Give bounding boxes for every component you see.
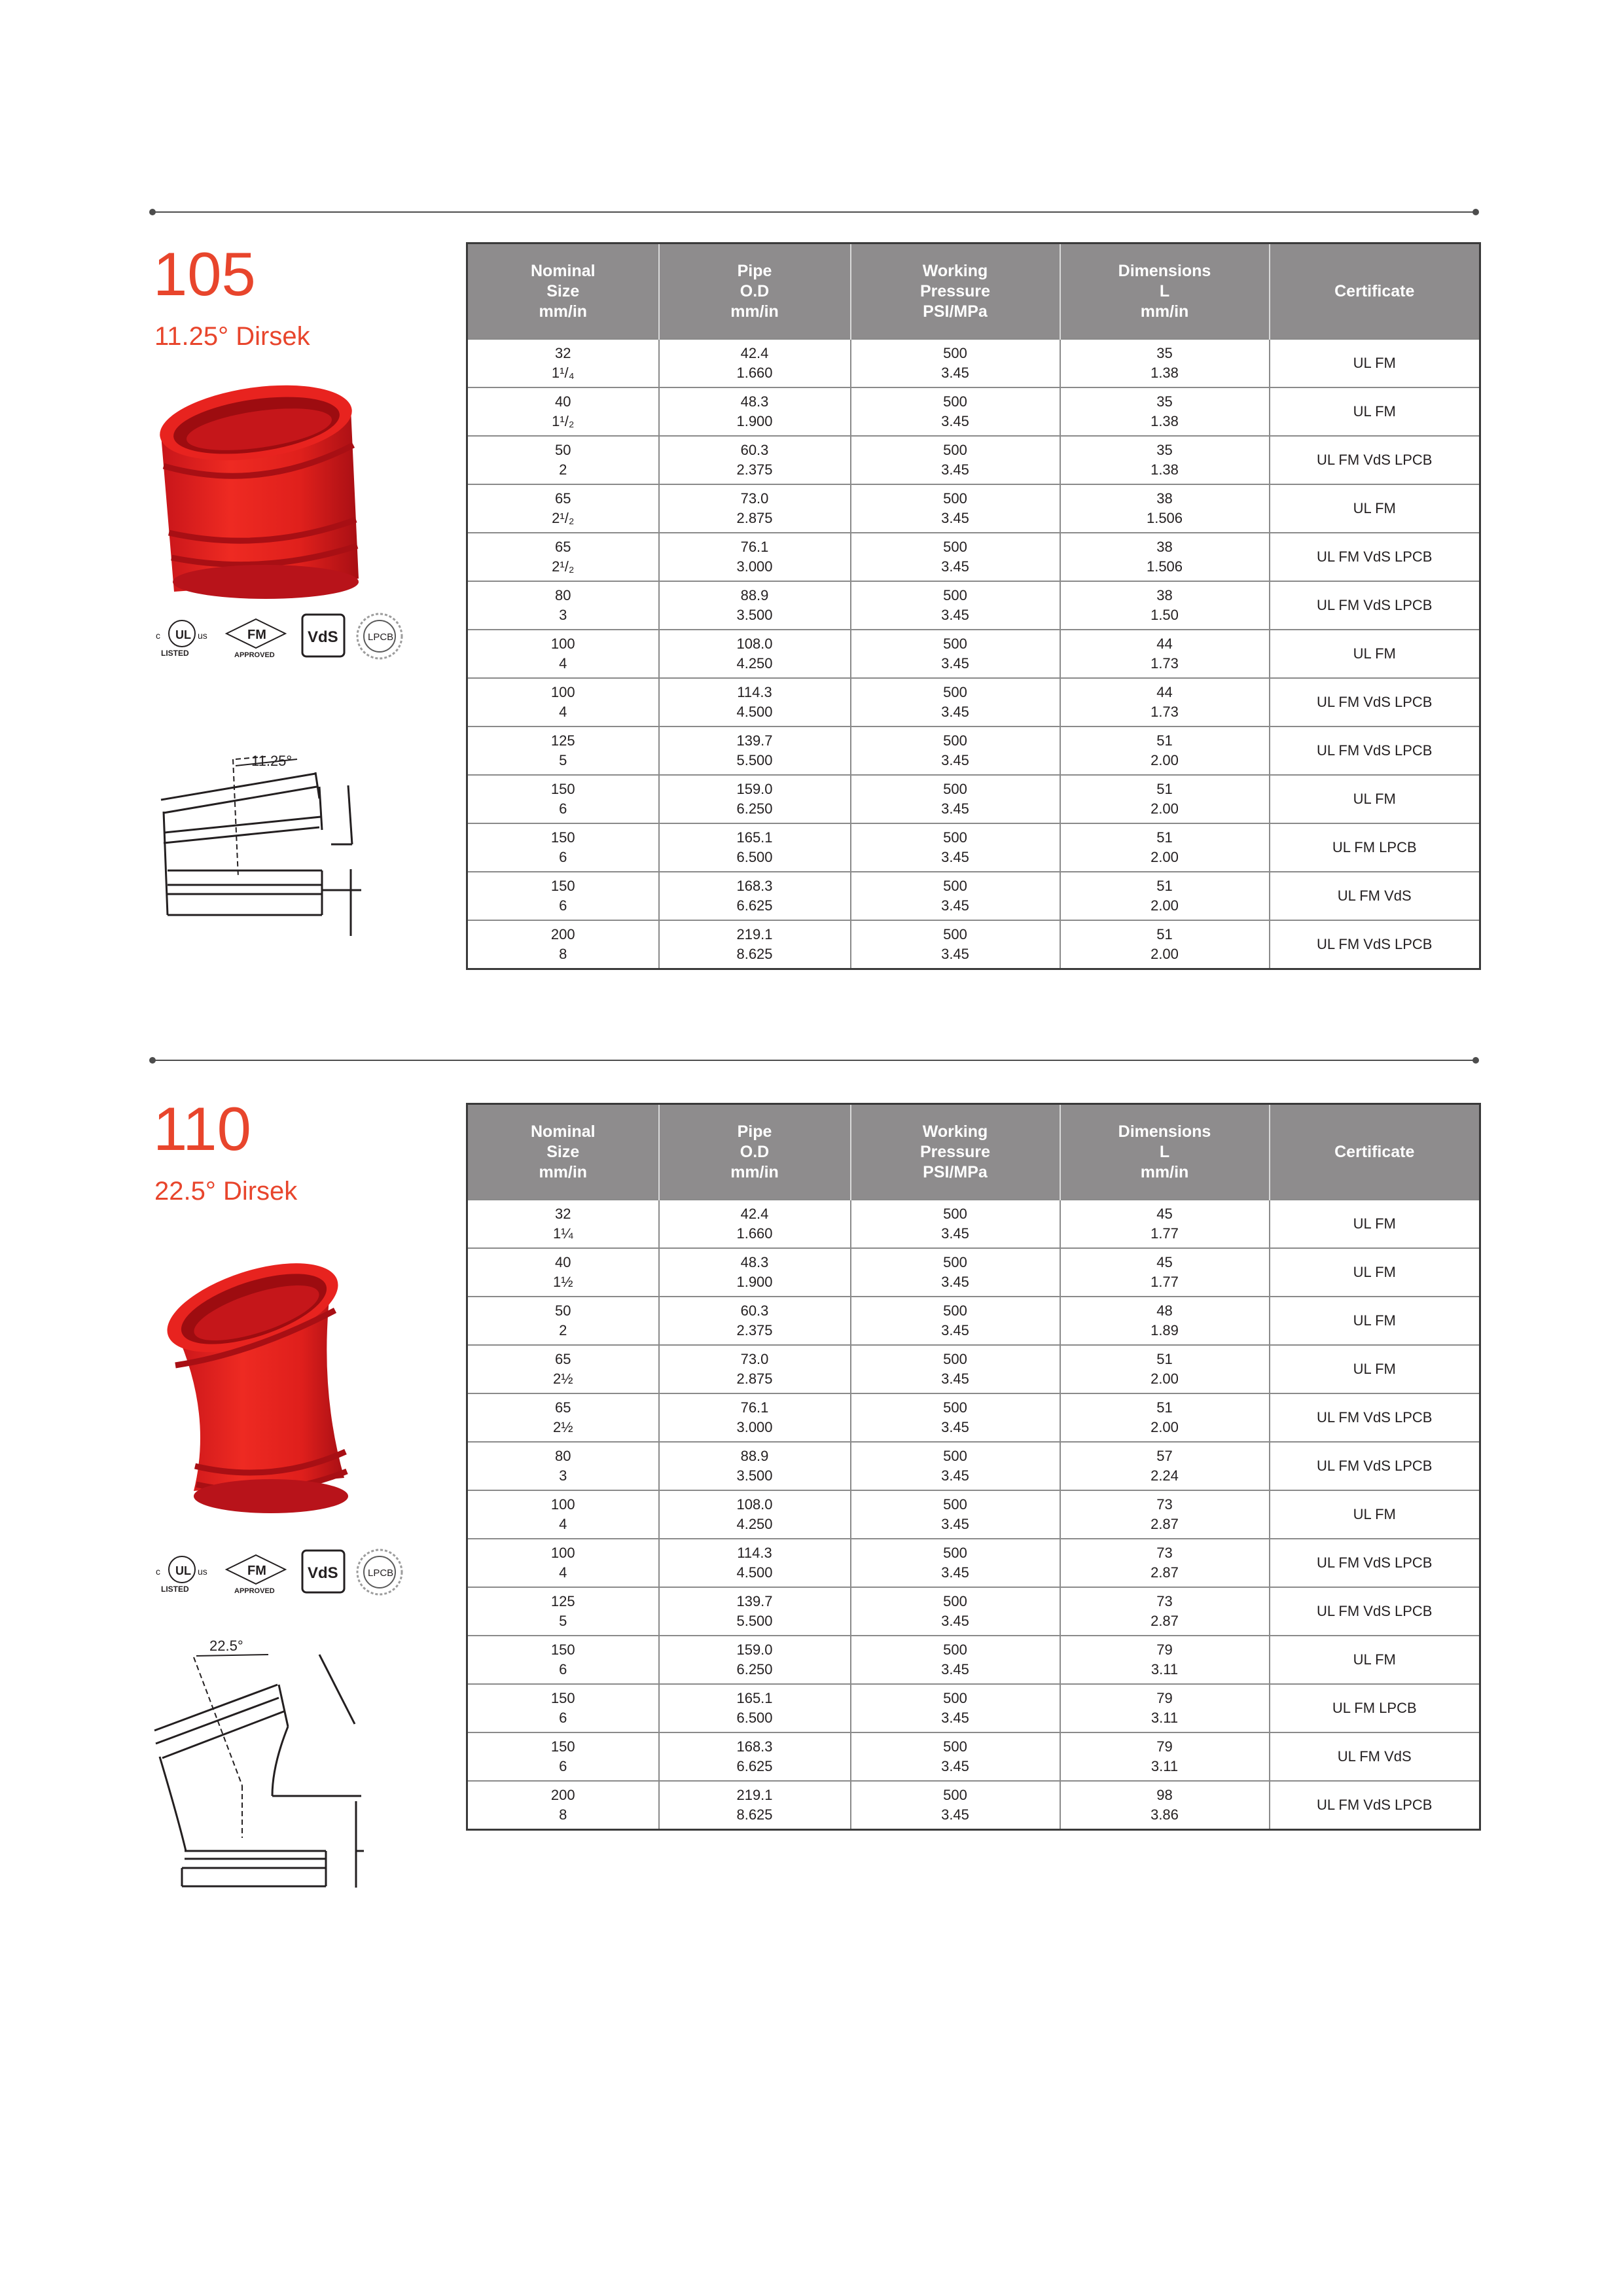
- cell-pipe-od: 108.0 4.250: [659, 630, 851, 678]
- table-row: [467, 339, 1480, 387]
- header-dimensions: Dimensions L mm/in: [1060, 1104, 1270, 1200]
- cell-nominal-size: 150 6: [467, 823, 659, 872]
- cell-pipe-od: 139.7 5.500: [659, 726, 851, 775]
- table-body-105: [467, 339, 1480, 969]
- cell-certificate: UL FM: [1270, 1490, 1480, 1539]
- header-nominal-size: Nominal Size mm/in: [467, 1104, 659, 1200]
- cell-working-pressure: 500 3.45: [851, 1297, 1060, 1345]
- table-row: [467, 726, 1480, 775]
- cell-dimension-l: 35 1.38: [1060, 387, 1270, 436]
- cell-pipe-od: 88.9 3.500: [659, 581, 851, 630]
- cell-certificate: UL FM VdS LPCB: [1270, 1442, 1480, 1490]
- cell-working-pressure: 500 3.45: [851, 1442, 1060, 1490]
- product-code: 110: [153, 1094, 251, 1163]
- table-row: [467, 630, 1480, 678]
- header-working-pressure: Working Pressure PSI/MPa: [851, 243, 1060, 340]
- cell-certificate: UL FM VdS LPCB: [1270, 581, 1480, 630]
- cell-working-pressure: 500 3.45: [851, 387, 1060, 436]
- ul-listed-logo: [152, 1549, 212, 1596]
- cell-pipe-od: 159.0 6.250: [659, 1636, 851, 1684]
- cell-working-pressure: 500 3.45: [851, 678, 1060, 726]
- table-row: [467, 581, 1480, 630]
- table-row: [467, 1781, 1480, 1830]
- cell-pipe-od: 159.0 6.250: [659, 775, 851, 823]
- svg-text:LISTED: LISTED: [161, 649, 189, 658]
- cell-pipe-od: 42.4 1.660: [659, 1200, 851, 1248]
- cell-working-pressure: 500 3.45: [851, 1539, 1060, 1587]
- technical-drawing-22-5: [148, 1635, 377, 1910]
- cell-working-pressure: 500 3.45: [851, 1684, 1060, 1732]
- cell-dimension-l: 45 1.77: [1060, 1200, 1270, 1248]
- product-code: 105: [153, 240, 256, 308]
- table-row: [467, 823, 1480, 872]
- header-certificate: Certificate: [1270, 243, 1480, 340]
- lpcb-logo: [353, 1546, 406, 1598]
- cell-dimension-l: 45 1.77: [1060, 1248, 1270, 1297]
- cell-dimension-l: 79 3.11: [1060, 1684, 1270, 1732]
- header-pipe-od: Pipe O.D mm/in: [659, 1104, 851, 1200]
- cell-nominal-size: 200 8: [467, 920, 659, 969]
- cell-nominal-size: 40 1½: [467, 1248, 659, 1297]
- vds-logo: [300, 1548, 348, 1596]
- cell-dimension-l: 51 2.00: [1060, 920, 1270, 969]
- svg-text:c: c: [156, 630, 160, 641]
- cell-certificate: UL FM VdS LPCB: [1270, 533, 1480, 581]
- table-row: [467, 436, 1480, 484]
- cell-dimension-l: 38 1.506: [1060, 484, 1270, 533]
- cell-dimension-l: 51 2.00: [1060, 775, 1270, 823]
- cell-pipe-od: 88.9 3.500: [659, 1442, 851, 1490]
- cell-working-pressure: 500 3.45: [851, 436, 1060, 484]
- table-row: [467, 678, 1480, 726]
- cell-certificate: UL FM VdS: [1270, 1732, 1480, 1781]
- cell-working-pressure: 500 3.45: [851, 872, 1060, 920]
- table-row: [467, 1297, 1480, 1345]
- table-header-row: [467, 1104, 1480, 1200]
- header-dimensions: Dimensions L mm/in: [1060, 243, 1270, 340]
- cell-nominal-size: 80 3: [467, 581, 659, 630]
- table-row: [467, 1539, 1480, 1587]
- cell-pipe-od: 108.0 4.250: [659, 1490, 851, 1539]
- cell-certificate: UL FM VdS LPCB: [1270, 1781, 1480, 1830]
- cell-certificate: UL FM VdS LPCB: [1270, 1539, 1480, 1587]
- cell-nominal-size: 32 1¹/₄: [467, 339, 659, 387]
- table-row: [467, 1248, 1480, 1297]
- svg-text:APPROVED: APPROVED: [234, 651, 275, 659]
- table-row: [467, 775, 1480, 823]
- product-photo-22-5-elbow: [154, 1255, 357, 1530]
- cell-working-pressure: 500 3.45: [851, 484, 1060, 533]
- cell-working-pressure: 500 3.45: [851, 533, 1060, 581]
- cell-dimension-l: 51 2.00: [1060, 1345, 1270, 1393]
- cell-dimension-l: 44 1.73: [1060, 678, 1270, 726]
- cell-certificate: UL FM: [1270, 1636, 1480, 1684]
- cell-dimension-l: 73 2.87: [1060, 1490, 1270, 1539]
- cell-working-pressure: 500 3.45: [851, 726, 1060, 775]
- cell-dimension-l: 35 1.38: [1060, 436, 1270, 484]
- section-divider-110: [152, 1060, 1476, 1061]
- product-name: 22.5° Dirsek: [154, 1177, 298, 1206]
- svg-text:APPROVED: APPROVED: [234, 1587, 275, 1595]
- cell-certificate: UL FM: [1270, 484, 1480, 533]
- lpcb-logo: [353, 610, 406, 662]
- cell-nominal-size: 200 8: [467, 1781, 659, 1830]
- cell-pipe-od: 219.1 8.625: [659, 920, 851, 969]
- cell-nominal-size: 100 4: [467, 1539, 659, 1587]
- cell-nominal-size: 125 5: [467, 726, 659, 775]
- product-photo-11-25-elbow: [154, 382, 372, 605]
- cell-pipe-od: 139.7 5.500: [659, 1587, 851, 1636]
- cell-dimension-l: 38 1.506: [1060, 533, 1270, 581]
- cell-certificate: UL FM: [1270, 775, 1480, 823]
- cell-dimension-l: 73 2.87: [1060, 1539, 1270, 1587]
- cell-nominal-size: 65 2¹/₂: [467, 533, 659, 581]
- table-row: [467, 1442, 1480, 1490]
- cell-certificate: UL FM VdS LPCB: [1270, 920, 1480, 969]
- cell-dimension-l: 57 2.24: [1060, 1442, 1270, 1490]
- cell-pipe-od: 76.1 3.000: [659, 1393, 851, 1442]
- table-row: [467, 484, 1480, 533]
- svg-text:UL: UL: [175, 628, 191, 641]
- cell-working-pressure: 500 3.45: [851, 1490, 1060, 1539]
- cell-working-pressure: 500 3.45: [851, 1587, 1060, 1636]
- svg-text:VdS: VdS: [308, 628, 338, 646]
- cell-dimension-l: 44 1.73: [1060, 630, 1270, 678]
- cell-working-pressure: 500 3.45: [851, 1200, 1060, 1248]
- table-row: [467, 533, 1480, 581]
- cell-certificate: UL FM: [1270, 630, 1480, 678]
- cell-nominal-size: 40 1¹/₂: [467, 387, 659, 436]
- section-divider-105: [152, 211, 1476, 213]
- cell-dimension-l: 79 3.11: [1060, 1636, 1270, 1684]
- svg-text:FM: FM: [247, 1564, 266, 1578]
- table-row: [467, 872, 1480, 920]
- svg-text:c: c: [156, 1566, 160, 1577]
- vds-logo: [300, 612, 348, 660]
- cell-certificate: UL FM: [1270, 339, 1480, 387]
- cell-pipe-od: 73.0 2.875: [659, 484, 851, 533]
- cell-pipe-od: 73.0 2.875: [659, 1345, 851, 1393]
- cell-working-pressure: 500 3.45: [851, 823, 1060, 872]
- cell-pipe-od: 165.1 6.500: [659, 823, 851, 872]
- cell-nominal-size: 150 6: [467, 1684, 659, 1732]
- cell-working-pressure: 500 3.45: [851, 339, 1060, 387]
- table-row: [467, 920, 1480, 969]
- cell-working-pressure: 500 3.45: [851, 630, 1060, 678]
- cell-nominal-size: 150 6: [467, 872, 659, 920]
- table-header-row: [467, 243, 1480, 340]
- cell-certificate: UL FM VdS LPCB: [1270, 726, 1480, 775]
- cell-working-pressure: 500 3.45: [851, 1781, 1060, 1830]
- cell-pipe-od: 219.1 8.625: [659, 1781, 851, 1830]
- certification-logos: [152, 1546, 406, 1598]
- cell-dimension-l: 79 3.11: [1060, 1732, 1270, 1781]
- header-pipe-od: Pipe O.D mm/in: [659, 243, 851, 340]
- spec-table-105: [466, 242, 1481, 970]
- spec-table-110: [466, 1103, 1481, 1831]
- header-certificate: Certificate: [1270, 1104, 1480, 1200]
- cell-nominal-size: 100 4: [467, 630, 659, 678]
- cell-working-pressure: 500 3.45: [851, 1732, 1060, 1781]
- cell-dimension-l: 51 2.00: [1060, 726, 1270, 775]
- table-row: [467, 1200, 1480, 1248]
- cell-nominal-size: 80 3: [467, 1442, 659, 1490]
- cell-pipe-od: 48.3 1.900: [659, 1248, 851, 1297]
- svg-text:22.5°: 22.5°: [209, 1638, 243, 1654]
- cell-certificate: UL FM: [1270, 1345, 1480, 1393]
- table-body-110: [467, 1200, 1480, 1830]
- cell-certificate: UL FM VdS LPCB: [1270, 1587, 1480, 1636]
- cell-certificate: UL FM: [1270, 1297, 1480, 1345]
- cell-pipe-od: 76.1 3.000: [659, 533, 851, 581]
- cell-nominal-size: 150 6: [467, 1636, 659, 1684]
- fm-approved-logo: [220, 1549, 292, 1596]
- cell-dimension-l: 48 1.89: [1060, 1297, 1270, 1345]
- cell-nominal-size: 50 2: [467, 436, 659, 484]
- cell-working-pressure: 500 3.45: [851, 1636, 1060, 1684]
- svg-text:11.25°: 11.25°: [251, 753, 293, 769]
- table-row: [467, 1345, 1480, 1393]
- svg-text:VdS: VdS: [308, 1564, 338, 1582]
- cell-dimension-l: 51 2.00: [1060, 823, 1270, 872]
- svg-text:LPCB: LPCB: [368, 632, 394, 643]
- cell-pipe-od: 114.3 4.500: [659, 678, 851, 726]
- cell-nominal-size: 150 6: [467, 775, 659, 823]
- cell-nominal-size: 125 5: [467, 1587, 659, 1636]
- cell-dimension-l: 73 2.87: [1060, 1587, 1270, 1636]
- cell-working-pressure: 500 3.45: [851, 1345, 1060, 1393]
- cell-dimension-l: 38 1.50: [1060, 581, 1270, 630]
- cell-certificate: UL FM VdS LPCB: [1270, 678, 1480, 726]
- table-row: [467, 1587, 1480, 1636]
- cell-pipe-od: 42.4 1.660: [659, 339, 851, 387]
- table-row: [467, 387, 1480, 436]
- cell-certificate: UL FM: [1270, 1248, 1480, 1297]
- cell-pipe-od: 60.3 2.375: [659, 436, 851, 484]
- cell-working-pressure: 500 3.45: [851, 581, 1060, 630]
- cell-dimension-l: 98 3.86: [1060, 1781, 1270, 1830]
- cell-certificate: UL FM LPCB: [1270, 1684, 1480, 1732]
- cell-pipe-od: 114.3 4.500: [659, 1539, 851, 1587]
- cell-nominal-size: 32 1¼: [467, 1200, 659, 1248]
- header-nominal-size: Nominal Size mm/in: [467, 243, 659, 340]
- cell-pipe-od: 60.3 2.375: [659, 1297, 851, 1345]
- cell-dimension-l: 35 1.38: [1060, 339, 1270, 387]
- cell-nominal-size: 150 6: [467, 1732, 659, 1781]
- cell-working-pressure: 500 3.45: [851, 775, 1060, 823]
- cell-pipe-od: 48.3 1.900: [659, 387, 851, 436]
- svg-text:us: us: [198, 630, 207, 641]
- table-row: [467, 1393, 1480, 1442]
- cell-pipe-od: 168.3 6.625: [659, 1732, 851, 1781]
- table-row: [467, 1490, 1480, 1539]
- svg-text:LISTED: LISTED: [161, 1585, 189, 1594]
- cell-certificate: UL FM: [1270, 1200, 1480, 1248]
- cell-certificate: UL FM VdS: [1270, 872, 1480, 920]
- cell-nominal-size: 65 2¹/₂: [467, 484, 659, 533]
- cell-dimension-l: 51 2.00: [1060, 1393, 1270, 1442]
- cell-nominal-size: 100 4: [467, 678, 659, 726]
- cell-certificate: UL FM: [1270, 387, 1480, 436]
- cell-pipe-od: 165.1 6.500: [659, 1684, 851, 1732]
- cell-certificate: UL FM VdS LPCB: [1270, 436, 1480, 484]
- table-row: [467, 1684, 1480, 1732]
- cell-pipe-od: 168.3 6.625: [659, 872, 851, 920]
- ul-listed-logo: [152, 613, 212, 660]
- header-working-pressure: Working Pressure PSI/MPa: [851, 1104, 1060, 1200]
- cell-working-pressure: 500 3.45: [851, 920, 1060, 969]
- fm-approved-logo: [220, 613, 292, 660]
- product-name: 11.25° Dirsek: [154, 322, 310, 351]
- certification-logos: [152, 610, 406, 662]
- svg-text:LPCB: LPCB: [368, 1568, 394, 1579]
- cell-working-pressure: 500 3.45: [851, 1248, 1060, 1297]
- cell-nominal-size: 100 4: [467, 1490, 659, 1539]
- cell-nominal-size: 65 2½: [467, 1393, 659, 1442]
- cell-certificate: UL FM VdS LPCB: [1270, 1393, 1480, 1442]
- cell-nominal-size: 50 2: [467, 1297, 659, 1345]
- svg-text:FM: FM: [247, 628, 266, 642]
- svg-text:us: us: [198, 1566, 207, 1577]
- cell-nominal-size: 65 2½: [467, 1345, 659, 1393]
- table-row: [467, 1732, 1480, 1781]
- technical-drawing-11-25: [154, 746, 377, 942]
- table-row: [467, 1636, 1480, 1684]
- svg-text:UL: UL: [175, 1564, 191, 1577]
- cell-working-pressure: 500 3.45: [851, 1393, 1060, 1442]
- cell-dimension-l: 51 2.00: [1060, 872, 1270, 920]
- cell-certificate: UL FM LPCB: [1270, 823, 1480, 872]
